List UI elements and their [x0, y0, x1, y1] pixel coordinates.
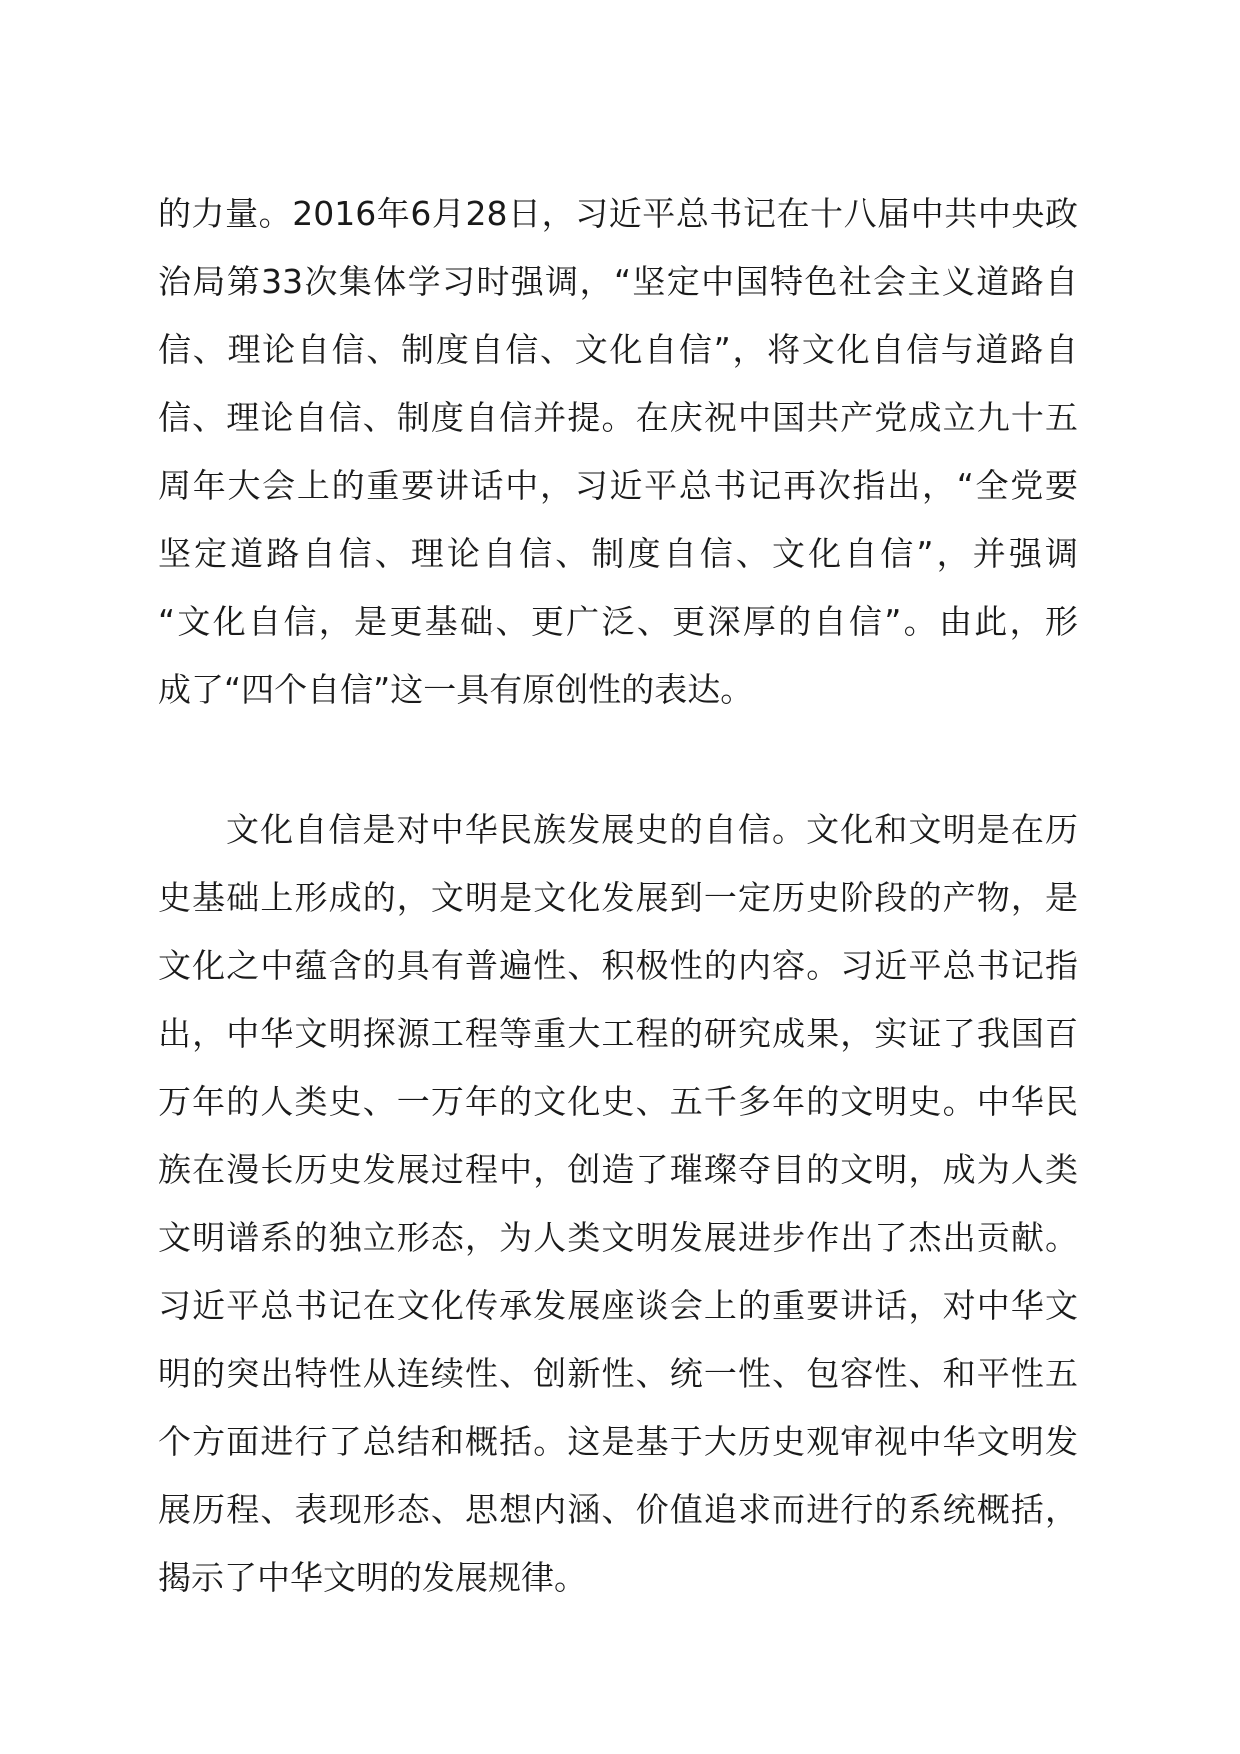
text-line: 周年大会上的重要讲话中，习近平总书记再次指出，“全党要 [158, 466, 1078, 505]
text-line: 治局第33次集体学习时强调，“坚定中国特色社会主义道路自 [158, 262, 1078, 301]
text-line: 万年的人类史、一万年的文化史、五千多年的文明史。中华民 [158, 1082, 1078, 1121]
text-line: 明的突出特性从连续性、创新性、统一性、包容性、和平性五 [158, 1354, 1078, 1393]
text-line: “文化自信，是更基础、更广泛、更深厚的自信”。由此，形 [158, 602, 1078, 641]
paragraph-2 [158, 796, 1078, 1612]
text-line: 坚定道路自信、理论自信、制度自信、文化自信”，并强调 [158, 534, 1078, 573]
text-line: 文化自信是对中华民族发展史的自信。文化和文明是在历 [226, 810, 1078, 849]
paragraph-1 [158, 180, 1078, 724]
text-line: 个方面进行了总结和概括。这是基于大历史观审视中华文明发 [158, 1422, 1078, 1461]
text-line: 文化之中蕴含的具有普遍性、积极性的内容。习近平总书记指 [158, 946, 1078, 985]
text-line: 信、理论自信、制度自信并提。在庆祝中国共产党成立九十五 [158, 398, 1078, 437]
text-line: 习近平总书记在文化传承发展座谈会上的重要讲话，对中华文 [158, 1286, 1078, 1325]
text-line: 族在漫长历史发展过程中，创造了璀璨夺目的文明，成为人类 [158, 1150, 1078, 1189]
text-line: 信、理论自信、制度自信、文化自信”，将文化自信与道路自 [158, 330, 1078, 369]
text-line: 成了“四个自信”这一具有原创性的表达。 [158, 670, 754, 709]
text-line: 出，中华文明探源工程等重大工程的研究成果，实证了我国百 [158, 1014, 1078, 1053]
text-line: 展历程、表现形态、思想内涵、价值追求而进行的系统概括， [158, 1490, 1078, 1529]
text-line: 史基础上形成的，文明是文化发展到一定历史阶段的产物，是 [158, 878, 1078, 917]
paragraph-spacer [158, 724, 1078, 796]
document-page [158, 180, 1078, 1612]
text-line: 文明谱系的独立形态，为人类文明发展进步作出了杰出贡献。 [158, 1218, 1078, 1257]
text-line: 的力量。2016年6月28日，习近平总书记在十八届中共中央政 [158, 194, 1078, 233]
text-line: 揭示了中华文明的发展规律。 [158, 1558, 587, 1597]
